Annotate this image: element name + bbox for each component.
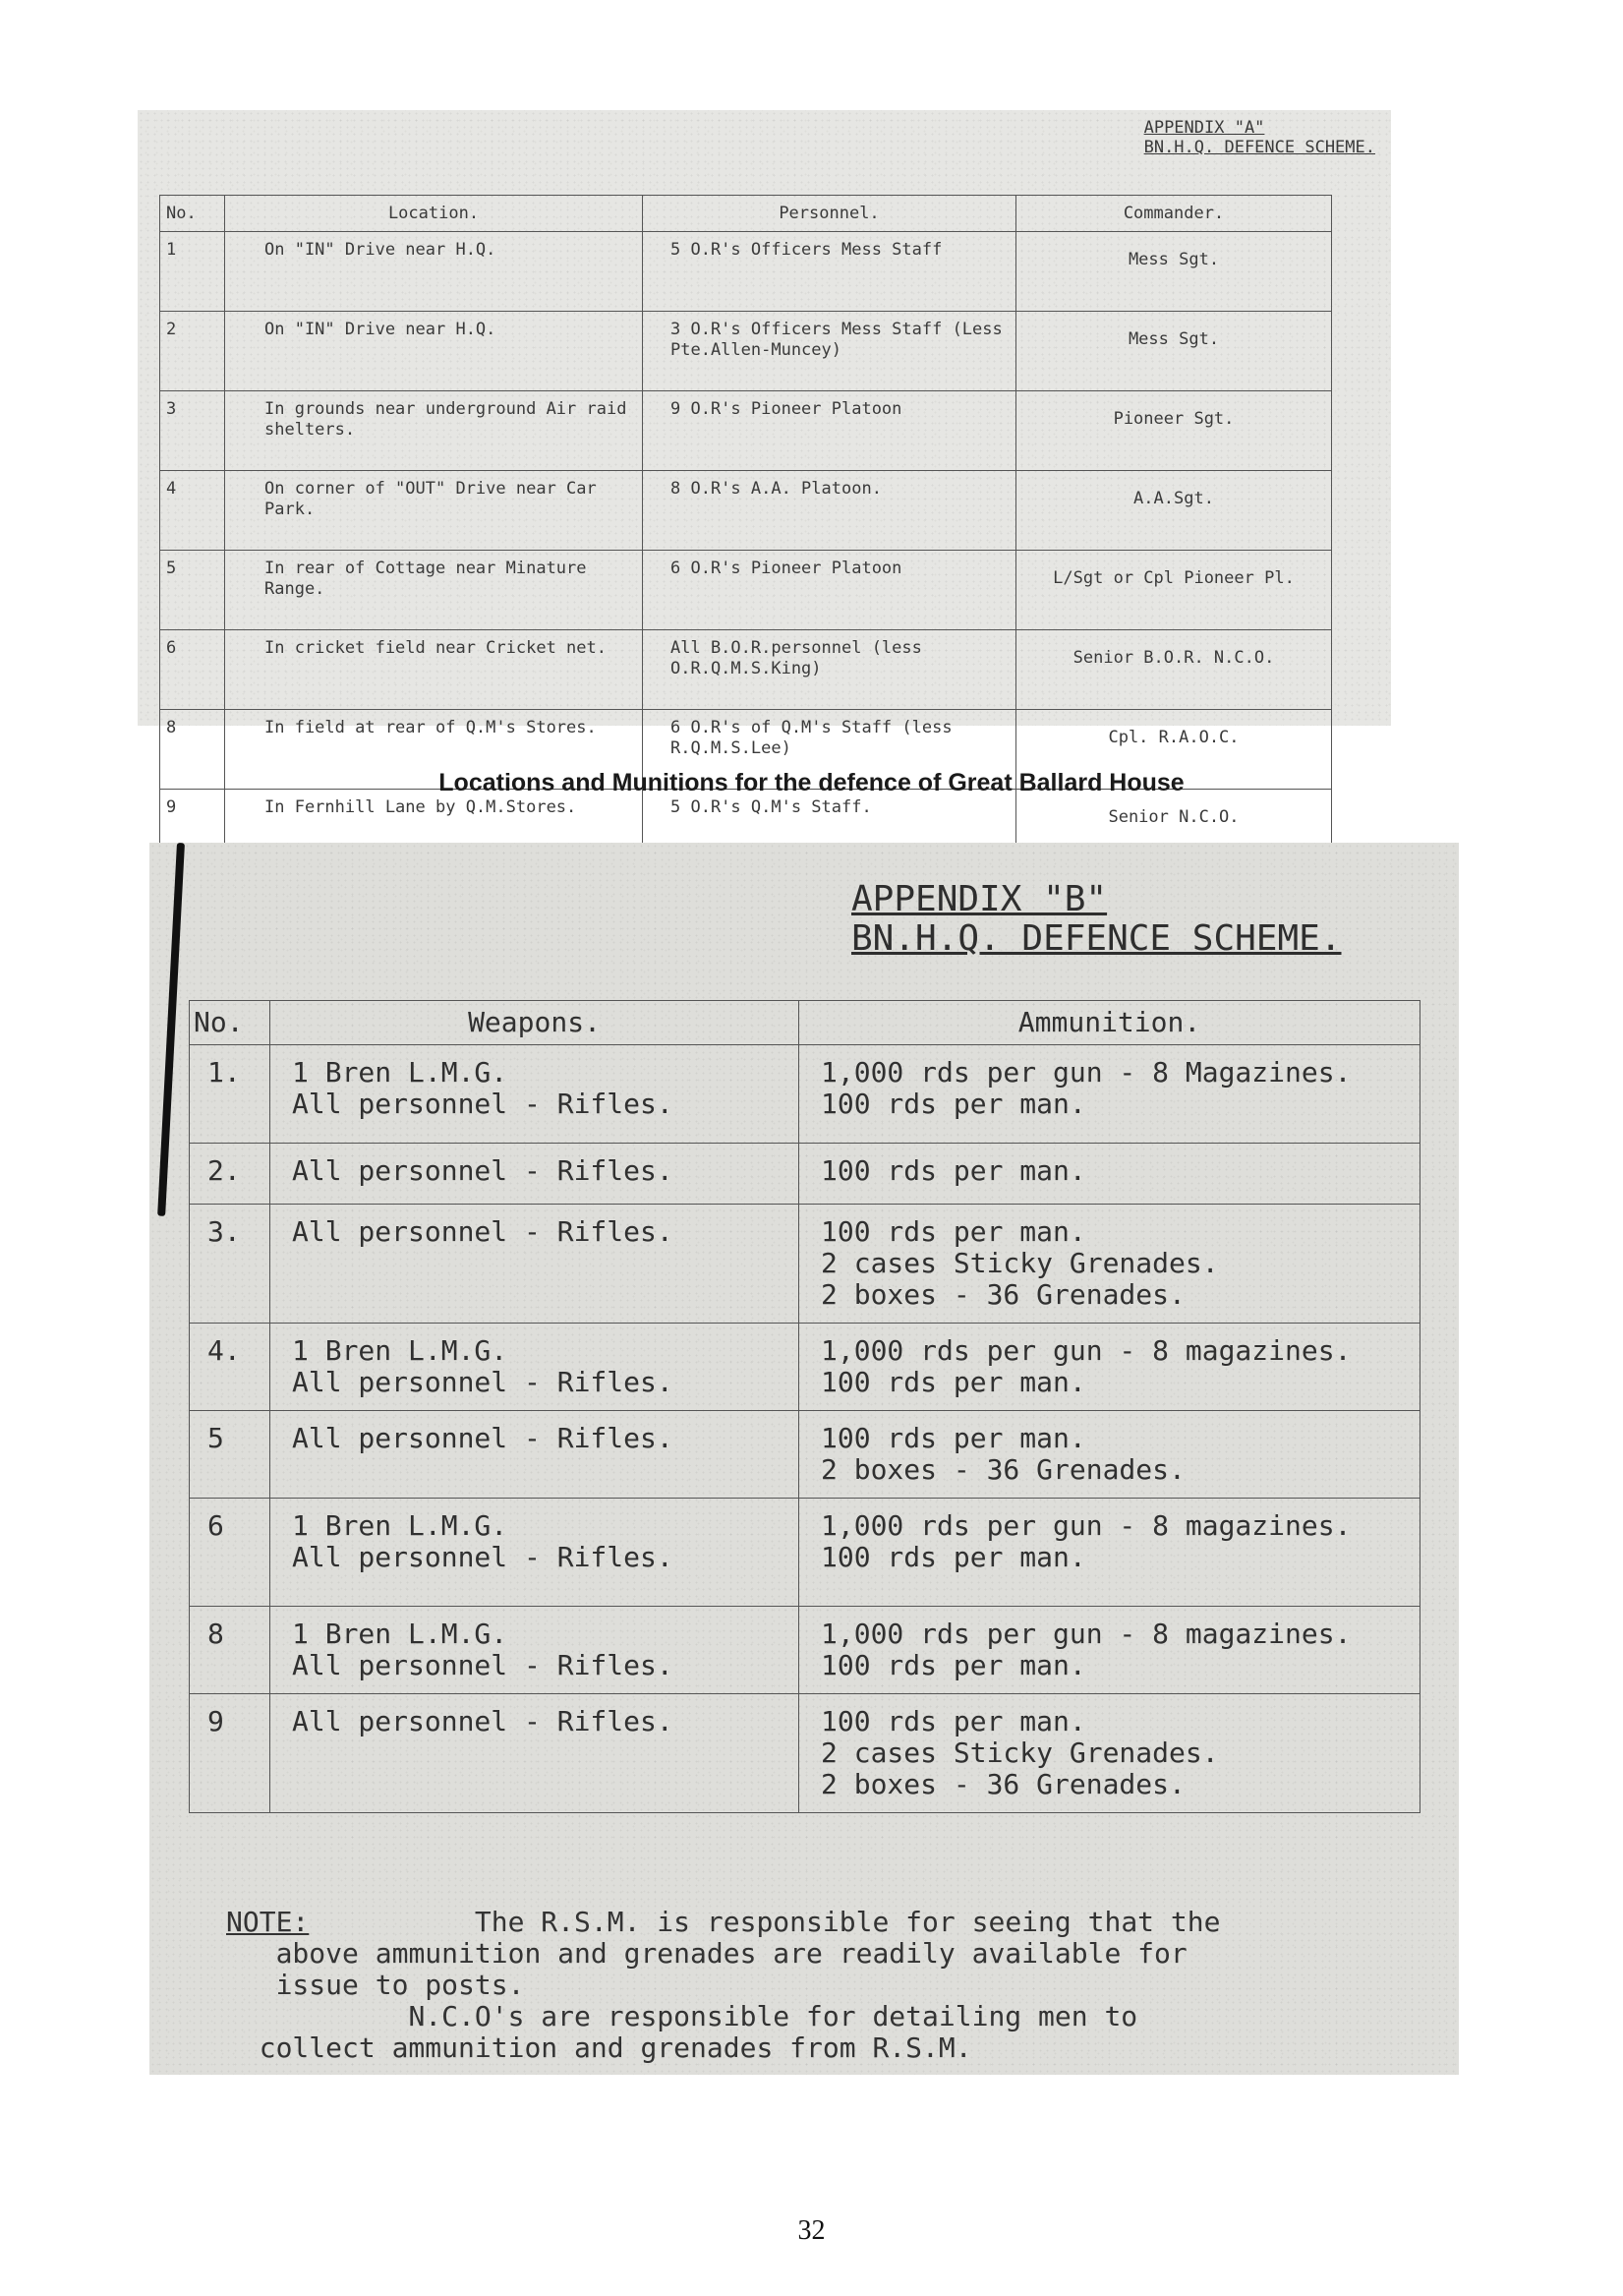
appendix-a-subtitle: BN.H.Q. DEFENCE SCHEME. <box>1143 138 1375 157</box>
cell-commander: L/Sgt or Cpl Pioneer Pl. <box>1016 551 1332 630</box>
column-header-location: Location. <box>225 196 643 232</box>
cell-no: 5 <box>160 551 225 630</box>
cell-no: 1. <box>190 1045 270 1144</box>
note-line: collect ammunition and grenades from R.S.M. <box>259 2031 972 2064</box>
cell-personnel: 5 O.R's Q.M's Staff. <box>643 790 1016 869</box>
table-row <box>160 312 1332 391</box>
pencil-mark <box>157 843 185 1216</box>
note-label: NOTE: <box>226 1906 310 1938</box>
cell-line: 1 Bren L.M.G. <box>292 1056 508 1089</box>
cell-line: 100 rds per man. <box>821 1705 1086 1737</box>
column-header-no: No. <box>160 196 225 232</box>
appendix-a-heading <box>1144 118 1375 157</box>
column-header-personnel: Personnel. <box>643 196 1016 232</box>
appendix-b-heading <box>851 880 1342 959</box>
table-row <box>190 1411 1420 1499</box>
cell-line: All personnel - Rifles. <box>292 1154 673 1187</box>
table-row <box>190 1045 1420 1144</box>
table-row <box>160 551 1332 630</box>
cell-line: All personnel - Rifles. <box>292 1366 673 1398</box>
column-header-no: No. <box>190 1001 270 1045</box>
cell-no: 4. <box>190 1324 270 1411</box>
cell-personnel: 3 O.R's Officers Mess Staff (Less Pte.Allen-Muncey) <box>643 312 1016 391</box>
cell-no: 9 <box>190 1694 270 1813</box>
cell-ammunition <box>799 1324 1420 1411</box>
cell-no: 8 <box>190 1607 270 1694</box>
cell-line: All personnel - Rifles. <box>292 1541 673 1573</box>
cell-line: 100 rds per man. <box>821 1422 1086 1454</box>
cell-ammunition <box>799 1411 1420 1499</box>
table-row <box>160 391 1332 471</box>
cell-location: On "IN" Drive near H.Q. <box>225 232 643 312</box>
cell-no: 3. <box>190 1205 270 1324</box>
cell-personnel: 9 O.R's Pioneer Platoon <box>643 391 1016 471</box>
cell-personnel: 6 O.R's Pioneer Platoon <box>643 551 1016 630</box>
appendix-b-scan <box>149 843 1459 2075</box>
cell-location: In cricket field near Cricket net. <box>225 630 643 710</box>
cell-ammunition <box>799 1607 1420 1694</box>
cell-personnel: 5 O.R's Officers Mess Staff <box>643 232 1016 312</box>
cell-line: 100 rds per man. <box>821 1215 1086 1248</box>
appendix-b-title: APPENDIX "B" <box>851 879 1108 919</box>
cell-personnel: 8 O.R's A.A. Platoon. <box>643 471 1016 551</box>
appendix-b-note <box>226 1907 1347 2064</box>
note-line: above ammunition and grenades are readily available for <box>275 1937 1188 1970</box>
cell-line: 1 Bren L.M.G. <box>292 1618 508 1650</box>
page-number: 32 <box>797 2215 826 2246</box>
table-row <box>160 232 1332 312</box>
table-row <box>190 1499 1420 1607</box>
cell-line: 2 boxes - 36 Grenades. <box>821 1768 1186 1800</box>
cell-line: All personnel - Rifles. <box>292 1422 673 1454</box>
note-line: The R.S.M. is responsible for seeing that the <box>474 1906 1221 1938</box>
table-row <box>190 1324 1420 1411</box>
column-header-ammunition: Ammunition. <box>799 1001 1420 1045</box>
column-header-commander: Commander. <box>1016 196 1332 232</box>
cell-ammunition <box>799 1045 1420 1144</box>
cell-line: 1 Bren L.M.G. <box>292 1509 508 1542</box>
cell-line: 1,000 rds per gun - 8 magazines. <box>821 1509 1352 1542</box>
table-row <box>190 1694 1420 1813</box>
cell-line: 100 rds per man. <box>821 1088 1086 1120</box>
cell-line: 2 boxes - 36 Grenades. <box>821 1278 1186 1311</box>
cell-location: In Fernhill Lane by Q.M.Stores. <box>225 790 643 869</box>
cell-no: 4 <box>160 471 225 551</box>
note-line: issue to posts. <box>275 1969 525 2001</box>
cell-line: 2 cases Sticky Grenades. <box>821 1247 1219 1279</box>
note-line: N.C.O's are responsible for detailing men to <box>408 2000 1138 2032</box>
cell-line: 1,000 rds per gun - 8 Magazines. <box>821 1056 1352 1089</box>
appendix-b-subtitle: BN.H.Q. DEFENCE SCHEME. <box>851 918 1342 959</box>
cell-weapons <box>270 1324 799 1411</box>
cell-commander: Mess Sgt. <box>1016 312 1332 391</box>
cell-commander: Senior N.C.O. <box>1016 790 1332 869</box>
cell-weapons <box>270 1205 799 1324</box>
cell-line: All personnel - Rifles. <box>292 1649 673 1681</box>
cell-weapons <box>270 1499 799 1607</box>
cell-no: 2 <box>160 312 225 391</box>
cell-no: 6 <box>190 1499 270 1607</box>
cell-no: 6 <box>160 630 225 710</box>
cell-line: 1,000 rds per gun - 8 magazines. <box>821 1334 1352 1367</box>
cell-location: In field at rear of Q.M's Stores. <box>225 710 643 790</box>
cell-location: On "IN" Drive near H.Q. <box>225 312 643 391</box>
table-header-row <box>160 196 1332 232</box>
appendix-b-table <box>189 1000 1420 1813</box>
cell-commander: Senior B.O.R. N.C.O. <box>1016 630 1332 710</box>
cell-weapons <box>270 1694 799 1813</box>
table-row <box>190 1144 1420 1205</box>
cell-personnel: All B.O.R.personnel (less O.R.Q.M.S.King) <box>643 630 1016 710</box>
cell-line: All personnel - Rifles. <box>292 1088 673 1120</box>
cell-no: 1 <box>160 232 225 312</box>
table-row <box>190 1205 1420 1324</box>
cell-line: 2 cases Sticky Grenades. <box>821 1737 1219 1769</box>
cell-no: 5 <box>190 1411 270 1499</box>
cell-line: 100 rds per man. <box>821 1541 1086 1573</box>
cell-location: In grounds near underground Air raid shelters. <box>225 391 643 471</box>
cell-location: In rear of Cottage near Minature Range. <box>225 551 643 630</box>
cell-personnel: 6 O.R's of Q.M's Staff (less R.Q.M.S.Lee) <box>643 710 1016 790</box>
cell-no: 8 <box>160 710 225 790</box>
cell-ammunition <box>799 1205 1420 1324</box>
table-header-row <box>190 1001 1420 1045</box>
cell-commander: Pioneer Sgt. <box>1016 391 1332 471</box>
cell-line: 100 rds per man. <box>821 1649 1086 1681</box>
cell-line: 2 boxes - 36 Grenades. <box>821 1453 1186 1486</box>
cell-line: 1 Bren L.M.G. <box>292 1334 508 1367</box>
cell-ammunition <box>799 1694 1420 1813</box>
cell-no: 2. <box>190 1144 270 1205</box>
table-row <box>190 1607 1420 1694</box>
cell-line: All personnel - Rifles. <box>292 1215 673 1248</box>
cell-weapons <box>270 1045 799 1144</box>
cell-weapons <box>270 1607 799 1694</box>
appendix-a-title: APPENDIX "A" <box>1143 118 1265 138</box>
table-row <box>160 471 1332 551</box>
table-row <box>160 630 1332 710</box>
cell-line: 1,000 rds per gun - 8 magazines. <box>821 1618 1352 1650</box>
cell-no: 9 <box>160 790 225 869</box>
cell-ammunition <box>799 1144 1420 1205</box>
cell-commander: Mess Sgt. <box>1016 232 1332 312</box>
cell-commander: A.A.Sgt. <box>1016 471 1332 551</box>
cell-no: 3 <box>160 391 225 471</box>
cell-ammunition <box>799 1499 1420 1607</box>
cell-weapons <box>270 1411 799 1499</box>
cell-line: 100 rds per man. <box>821 1366 1086 1398</box>
cell-line: 100 rds per man. <box>821 1154 1086 1187</box>
figure-caption: Locations and Munitions for the defence of Great Ballard House <box>438 769 1185 796</box>
column-header-weapons: Weapons. <box>270 1001 799 1045</box>
cell-commander: Cpl. R.A.O.C. <box>1016 710 1332 790</box>
cell-line: All personnel - Rifles. <box>292 1705 673 1737</box>
cell-location: On corner of "OUT" Drive near Car Park. <box>225 471 643 551</box>
cell-weapons <box>270 1144 799 1205</box>
